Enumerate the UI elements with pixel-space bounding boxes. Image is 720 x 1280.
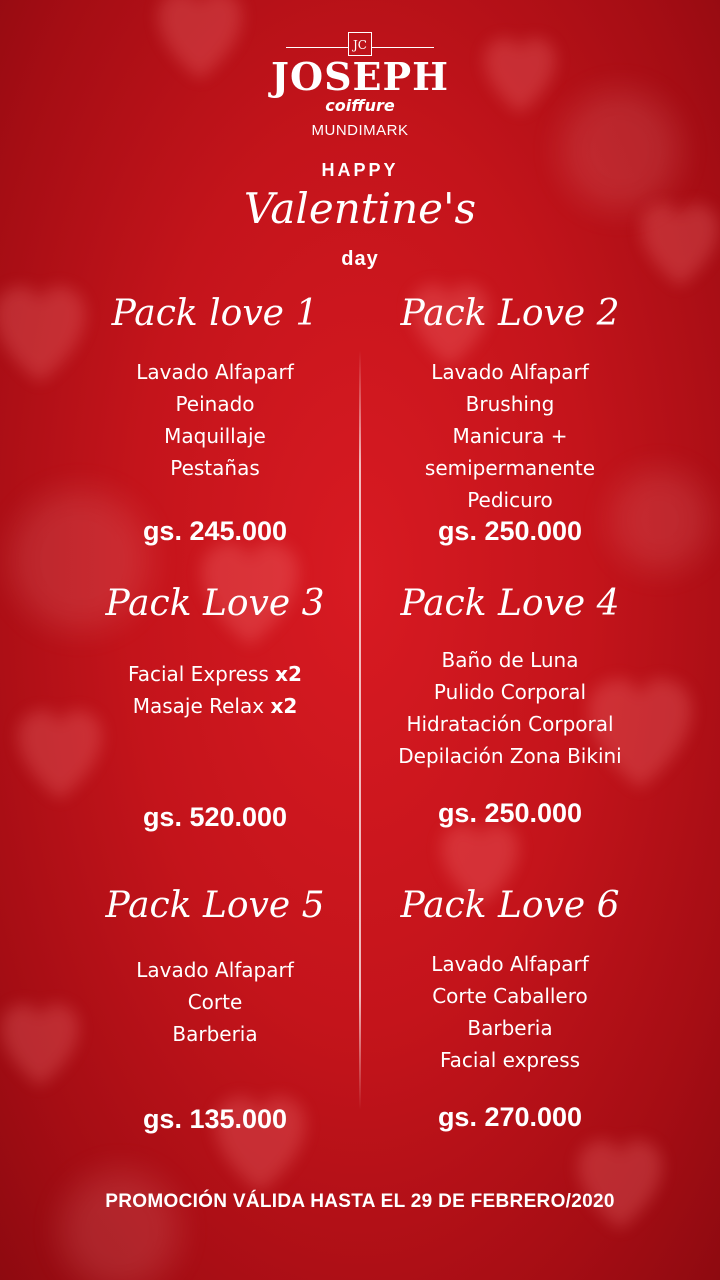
pack-items — [50, 658, 380, 722]
pack-item: Corte Caballero — [432, 984, 588, 1008]
pack-item: Lavado Alfaparf — [431, 360, 589, 384]
pack-item: Peinado — [175, 392, 255, 416]
pack-item: Pestañas — [170, 456, 260, 480]
pack-item: Facial Express x2 — [128, 662, 302, 686]
pack-item: Barberia — [172, 1022, 258, 1046]
pack-price: gs. 250.000 — [437, 516, 583, 546]
pack-title: Pack love 1 — [111, 293, 319, 334]
pack-item: Pulido Corporal — [433, 680, 587, 704]
brand-subtitle: coiffure — [325, 96, 395, 115]
pack-item: Manicura + — [452, 424, 568, 448]
pack-card-2 — [345, 290, 675, 560]
pack-item: Brushing — [465, 392, 555, 416]
logo-rule-right — [372, 47, 434, 48]
pack-price: gs. 520.000 — [142, 802, 288, 832]
pack-price: gs. 245.000 — [142, 516, 288, 546]
pack-card-5 — [50, 882, 380, 1142]
promo-footer: PROMOCIÓN VÁLIDA HASTA EL 29 DE FEBRERO/2020 — [105, 1191, 615, 1212]
pack-title: Pack Love 6 — [400, 885, 620, 926]
pack-items — [345, 356, 675, 516]
brand-name: JOSEPH — [271, 54, 449, 99]
pack-item: Maquillaje — [164, 424, 266, 448]
pack-items — [50, 356, 380, 484]
pack-card-3 — [50, 580, 380, 840]
pack-item: Lavado Alfaparf — [136, 958, 294, 982]
pack-price: gs. 135.000 — [142, 1104, 288, 1134]
headline-day: day — [341, 248, 379, 270]
pack-item: Lavado Alfaparf — [431, 952, 589, 976]
pack-item: Facial express — [439, 1048, 581, 1072]
pack-title: Pack Love 3 — [105, 583, 325, 624]
pack-title: Pack Love 5 — [105, 885, 325, 926]
headline-valentine: Valentine's — [243, 184, 477, 233]
pack-item: Barberia — [467, 1016, 553, 1040]
pack-item: Baño de Luna — [441, 648, 579, 672]
pack-items — [345, 644, 675, 772]
pack-title: Pack Love 2 — [400, 293, 620, 334]
pack-item: semipermanente — [424, 456, 596, 480]
pack-price: gs. 270.000 — [437, 1102, 583, 1132]
pack-item: Masaje Relax x2 — [132, 694, 298, 718]
pack-item: Corte — [187, 990, 243, 1014]
pack-item: Lavado Alfaparf — [136, 360, 294, 384]
logo-rule-left — [286, 47, 348, 48]
pack-price: gs. 250.000 — [437, 798, 583, 828]
pack-item: Depilación Zona Bikini — [398, 744, 622, 768]
pack-card-6 — [345, 882, 675, 1142]
pack-item: Hidratación Corporal — [406, 712, 614, 736]
brand-monogram-logo: JC — [348, 32, 372, 56]
pack-title: Pack Love 4 — [400, 583, 620, 624]
headline-happy: HAPPY — [321, 160, 399, 180]
pack-card-1 — [50, 290, 380, 560]
pack-card-4 — [345, 580, 675, 840]
brand-location: MUNDIMARK — [311, 122, 409, 139]
pack-item: Pedicuro — [467, 488, 553, 512]
pack-items — [345, 948, 675, 1076]
pack-items — [50, 954, 380, 1050]
